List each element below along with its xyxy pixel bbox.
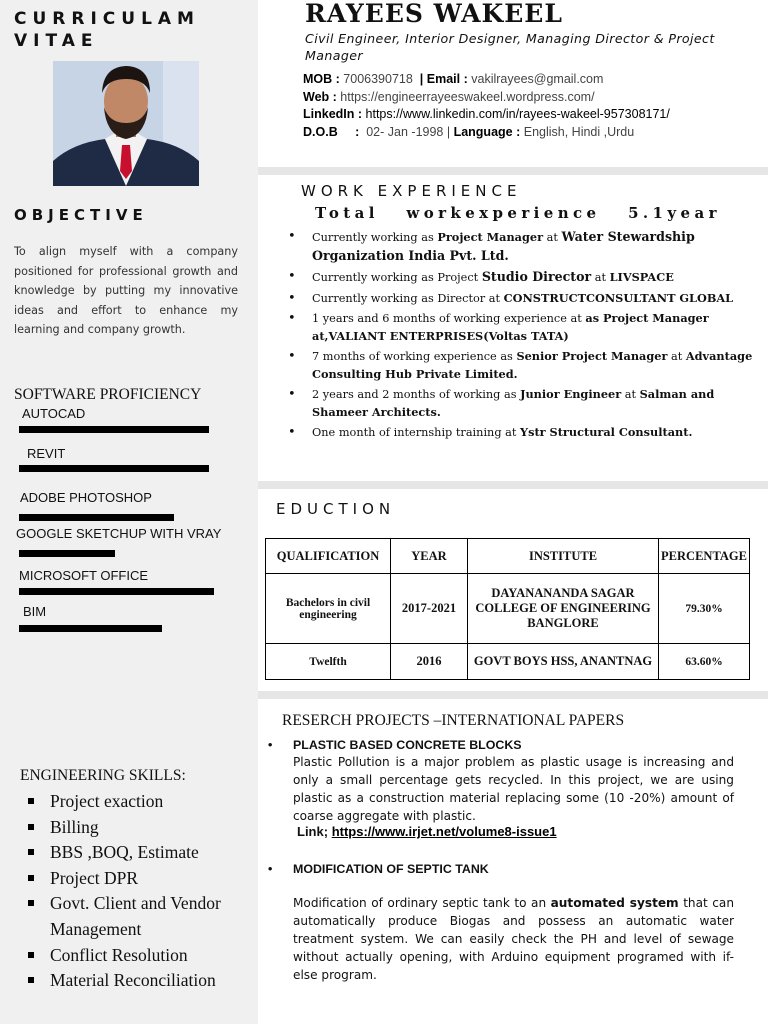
skill-level-bar [19,588,214,595]
table-cell: 2017-2021 [391,574,468,644]
skill-item: Govt. Client and Vendor Management [26,891,260,942]
table-cell: DAYANANANDA SAGAR COLLEGE OF ENGINEERING BANGLORE [468,574,659,644]
web-link[interactable]: https://engineerrayeeswakeel.wordpress.com/ [340,90,595,104]
contact-linkedin [303,107,670,121]
mob-value: 7006390718 [343,72,413,86]
column-header: PERCENTAGE [659,539,750,574]
paper-link[interactable]: https://www.irjet.net/volume8-issue1 [331,824,557,839]
section-divider [258,167,768,175]
education-heading: EDUCTION [276,500,396,518]
work-item: • 7 months of working experience as Senior Project Manager at Advantage Consulting Hub Private Limited. [288,348,766,383]
column-header: YEAR [391,539,468,574]
skill-item: Project DPR [26,866,260,892]
table-cell: 63.60% [659,644,750,680]
table-header-row [266,539,750,574]
table-cell: Bachelors in civil engineering [266,574,391,644]
software-label: MICROSOFT OFFICE [19,568,149,583]
skill-level-bar [19,625,162,632]
research-heading: RESERCH PROJECTS –INTERNATIONAL PAPERS [282,712,625,729]
engineering-skills-list [26,789,260,994]
linkedin-link[interactable]: https://www.linkedin.com/in/rayees-wakeel-957308171/ [365,107,670,121]
profile-photo [53,61,199,186]
cv-title-line2: VITAE [14,31,99,51]
skill-item: BBS ,BOQ, Estimate [26,840,260,866]
dob-value: 02- Jan -1998 | [366,125,451,139]
education-table [265,538,750,680]
dob-label: D.O.B [303,125,338,139]
work-item: • Currently working as Project Studio Director at LIVSPACE [288,268,766,287]
contact-mob-email: MOB : 7006390718 | Email : vakilrayees@gmail.com [303,72,604,86]
skill-item: Project exaction [26,789,260,815]
research-link: Link; https://www.irjet.net/volume8-issue1 [297,824,557,839]
work-item: • 2 years and 2 months of working as Junior Engineer at Salman and Shameer Architects. [288,386,766,421]
email-label: Email : [426,72,468,86]
research-item-title: • MODIFICATION OF SEPTIC TANK [268,862,489,876]
software-label: GOOGLE SKETCHUP WITH VRAY [16,526,222,541]
language-value: English, Hindi ,Urdu [523,125,635,139]
engineering-skills-heading: ENGINEERING SKILLS: [20,767,186,784]
table-cell: 79.30% [659,574,750,644]
email-link[interactable]: vakilrayees@gmail.com [471,72,604,86]
work-experience-heading: WORK EXPERIENCE [301,182,522,200]
section-divider [258,691,768,699]
table-cell: 2016 [391,644,468,680]
mob-label: MOB : [303,72,340,86]
skill-item: Conflict Resolution [26,943,260,969]
skill-level-bar [19,465,209,472]
objective-text: To align myself with a company positioned for professional growth and knowledge by putting my innovative ideas and effort to enhance my learning and company growth. [14,245,238,337]
contact-dob-language: D.O.B : 02- Jan -1998 | Language : English, Hindi ,Urdu [303,125,635,139]
work-item: • Currently working as Project Manager at Water Stewardship Organization India Pvt. Ltd. [288,228,766,265]
skill-item: Material Reconciliation [26,968,260,994]
column-header: INSTITUTE [468,539,659,574]
work-item: • 1 years and 6 months of working experience at as Project Manager at,VALIANT ENTERPRISES(Voltas TATA) [288,310,766,345]
candidate-roles: Civil Engineer, Interior Designer, Managing Director & Project Manager [305,31,715,63]
software-label: ADOBE PHOTOSHOP [20,490,152,505]
research-item-text: Modification of ordinary septic tank to an automated system that can automatically produce Biogas and possess an automatic water treatment system. We can easily check the PH and level of sewage without actually opening, with Arduino equipment programed with if-else program. [293,896,734,982]
skill-level-bar [19,514,174,521]
total-experience: Total workexperience 5.1year [315,204,721,222]
table-row [266,574,750,644]
skill-item: Billing [26,815,260,841]
web-label: Web : [303,90,337,104]
portrait-illustration [53,61,199,186]
cv-title-line1: CURRICULAM [14,9,200,29]
table-cell: GOVT BOYS HSS, ANANTNAG [468,644,659,680]
work-item: • One month of internship training at Ystr Structural Consultant. [288,424,766,442]
research-item-text: Plastic Pollution is a major problem as plastic usage is increasing and only a small percentage gets recycled. In this project, we are using plastic as a construction material replacing some (10 -20%) amount of coarse aggregate with plastic. [293,755,734,823]
language-label: Language : [453,125,521,139]
research-item-title: • PLASTIC BASED CONCRETE BLOCKS [268,738,522,752]
software-label: REVIT [27,446,66,461]
skill-level-bar [19,550,115,557]
candidate-name: RAYEES WAKEEL [305,0,563,28]
work-item: • Currently working as Director at CONSTRUCTCONSULTANT GLOBAL [288,290,766,308]
section-divider [258,481,768,489]
software-label: AUTOCAD [22,406,86,421]
table-row [266,644,750,680]
work-experience-list [288,228,766,445]
sidebar [0,0,258,1024]
contact-web [303,90,595,104]
software-label: BIM [23,604,47,619]
skill-level-bar [19,426,209,433]
software-heading: SOFTWARE PROFICIENCY [14,386,202,403]
objective-heading: OBJECTIVE [14,206,148,224]
linkedin-label: LinkedIn : [303,107,363,121]
cv-title [14,8,200,52]
table-cell: Twelfth [266,644,391,680]
column-header: QUALIFICATION [266,539,391,574]
